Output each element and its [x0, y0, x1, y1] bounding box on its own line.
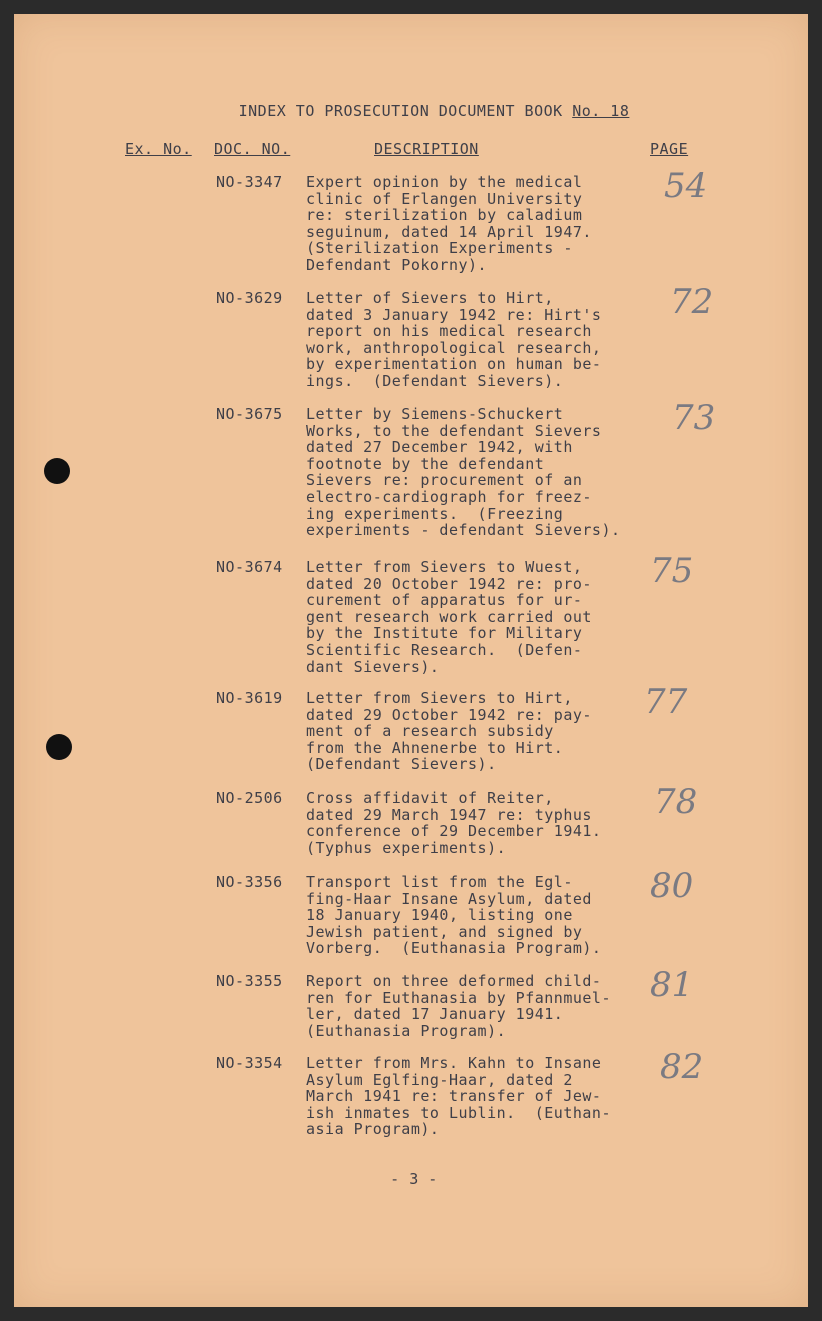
entry-doc-no: NO-3619 — [216, 689, 283, 707]
header-page: PAGE — [650, 140, 689, 158]
header-description: DESCRIPTION — [374, 140, 479, 158]
document-title — [214, 102, 654, 120]
entry-page-number: 75 — [650, 551, 694, 591]
entry-description: Letter from Sievers to Wuest, dated 20 October 1942 re: pro- curement of apparatus for ur- gent research work carried out by the Institute for Military Scientific Research. (Defen- dant Sievers). — [306, 558, 592, 676]
entry-page-number: 82 — [660, 1047, 704, 1087]
entry-doc-no: NO-3354 — [216, 1054, 283, 1072]
page-footer-number: - 3 - — [390, 1170, 438, 1188]
entry-doc-no: NO-3675 — [216, 405, 283, 423]
entry-description: Cross affidavit of Reiter, dated 29 March 1947 re: typhus conference of 29 December 1941. (Typhus experiments). — [306, 789, 602, 857]
entry-description: Expert opinion by the medical clinic of Erlangen University re: sterilization by caladium seguinum, dated 14 April 1947. (Sterilization Experiments - Defendant Pokorny). — [306, 173, 592, 274]
entry-page-number: 80 — [650, 866, 694, 906]
header-doc-no: DOC. NO. — [214, 140, 291, 158]
header-ex-no: Ex. No. — [125, 140, 192, 158]
entry-doc-no: NO-3355 — [216, 972, 283, 990]
entry-page-number: 81 — [650, 965, 694, 1005]
entry-description: Letter of Sievers to Hirt, dated 3 January 1942 re: Hirt's report on his medical research work, anthropological research, by experimentation on human be- ings. (Defendant Sievers). — [306, 289, 602, 390]
punch-hole — [46, 734, 72, 760]
entry-page-number: 78 — [654, 782, 698, 822]
punch-hole — [44, 458, 70, 484]
entry-page-number: 73 — [672, 398, 716, 438]
entry-description: Letter from Mrs. Kahn to Insane Asylum Eglfing-Haar, dated 2 March 1941 re: transfer of Jew- ish inmates to Lublin. (Euthan- asia Program). — [306, 1054, 611, 1139]
entry-page-number: 72 — [670, 282, 714, 322]
entry-description: Transport list from the Egl- fing-Haar Insane Asylum, dated 18 January 1940, listing one Jewish patient, and signed by Vorberg. (Euthanasia Program). — [306, 873, 602, 958]
entry-page-number: 54 — [664, 166, 708, 206]
entry-doc-no: NO-3356 — [216, 873, 283, 891]
entry-page-number: 77 — [644, 682, 688, 722]
entry-description: Letter by Siemens-Schuckert Works, to the defendant Sievers dated 27 December 1942, with footnote by the defendant Sievers re: procurement of an electro-cardiograph for freez- ing experiments. (Freezing experiments - defendant Sievers). — [306, 405, 621, 540]
entry-doc-no: NO-3347 — [216, 173, 283, 191]
entry-description: Report on three deformed child- ren for Euthanasia by Pfannmuel- ler, dated 17 January 1941. (Euthanasia Program). — [306, 972, 611, 1040]
title-prefix: INDEX TO PROSECUTION DOCUMENT BOOK — [238, 102, 573, 120]
entry-doc-no: NO-2506 — [216, 789, 283, 807]
document-page — [14, 14, 808, 1307]
entry-doc-no: NO-3629 — [216, 289, 283, 307]
entry-description: Letter from Sievers to Hirt, dated 29 October 1942 re: pay- ment of a research subsidy from the Ahnenerbe to Hirt. (Defendant Sievers). — [306, 689, 592, 774]
entry-doc-no: NO-3674 — [216, 558, 283, 576]
title-book-number: No. 18 — [572, 102, 630, 120]
